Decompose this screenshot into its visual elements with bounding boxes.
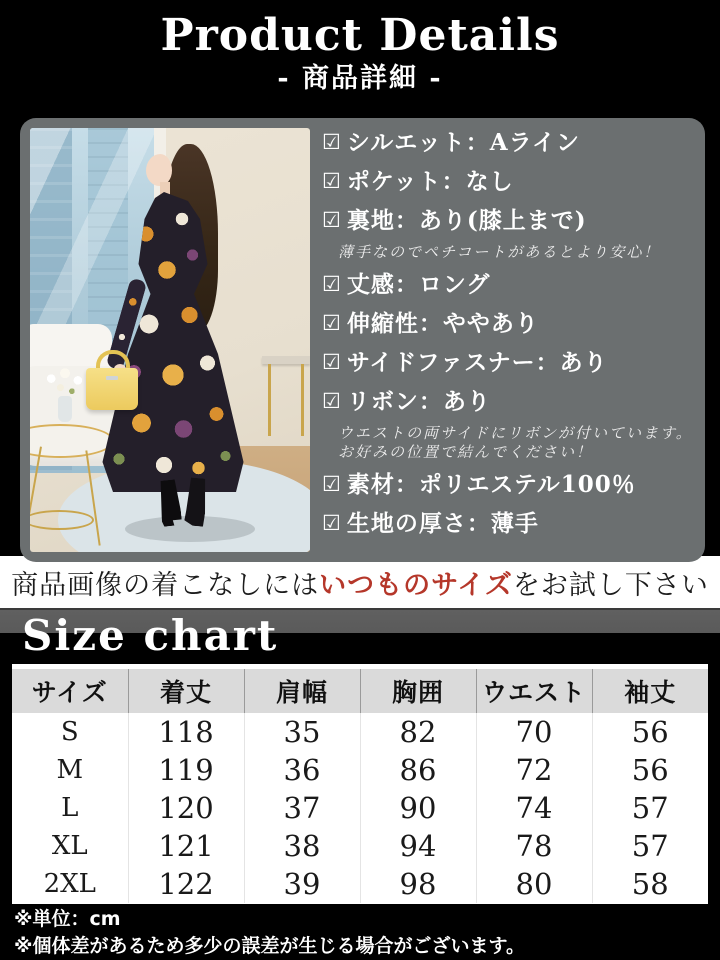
feature-note-ribbon-1: ウエストの両サイドにリボンが付いています。 [338, 424, 693, 442]
feature-ribbon [322, 387, 694, 417]
col-header-bust: 胸囲 [360, 669, 476, 713]
feature-label: シルエット：Aライン [346, 129, 580, 156]
yellow-handbag [86, 368, 138, 410]
feature-pocket [322, 167, 694, 197]
cell-value: 38 [244, 827, 360, 865]
table-row [12, 865, 708, 903]
feature-label: 素材：ポリエステル100％ [346, 471, 636, 498]
cell-value: 94 [360, 827, 476, 865]
feature-label: ポケット：なし [346, 168, 514, 195]
page-title: Product Details [160, 10, 560, 61]
feature-lining [322, 206, 694, 236]
cell-value: 121 [128, 827, 244, 865]
cell-size: S [60, 717, 79, 747]
feature-list [322, 128, 694, 548]
cell-value: 122 [128, 865, 244, 903]
feature-note-ribbon-2: お好みの位置で結んでください！ [338, 443, 594, 461]
col-header-size: サイズ [12, 669, 128, 713]
checkbox-checked-icon: ☑ [322, 389, 342, 413]
cell-value: 36 [244, 751, 360, 789]
feature-silhouette [322, 128, 694, 158]
size-advice-text [11, 563, 709, 602]
checkbox-checked-icon: ☑ [322, 311, 342, 335]
cell-size: M [56, 755, 84, 785]
product-photo [30, 128, 310, 552]
cell-value: 119 [128, 751, 244, 789]
cell-value: 78 [476, 827, 592, 865]
col-header-waist: ウエスト [476, 669, 592, 713]
table-row [12, 827, 708, 865]
col-header-sleeve: 袖丈 [592, 669, 708, 713]
size-chart-band [0, 608, 720, 662]
col-header-shoulder: 肩幅 [244, 669, 360, 713]
table-header-row [12, 669, 708, 713]
cell-value: 56 [592, 713, 708, 751]
cell-size: 2XL [43, 869, 96, 899]
cell-value: 58 [592, 865, 708, 903]
size-chart-table [12, 669, 708, 903]
cell-value: 57 [592, 789, 708, 827]
checkbox-checked-icon: ☑ [322, 208, 342, 232]
cell-size: L [61, 793, 79, 823]
feature-label: 丈感：ロング [346, 271, 491, 298]
feature-material [322, 470, 694, 500]
cell-value: 57 [592, 827, 708, 865]
cell-value: 98 [360, 865, 476, 903]
footer-notes [14, 906, 525, 960]
cell-value: 86 [360, 751, 476, 789]
handbag-clasp [106, 376, 118, 380]
cell-value: 37 [244, 789, 360, 827]
feature-note-lining: 薄手なのでペチコートがあるとより安心！ [338, 243, 661, 261]
cell-value: 82 [360, 713, 476, 751]
feature-label: 伸縮性：ややあり [346, 310, 539, 337]
size-advice-post: をお試し下さい [512, 569, 709, 601]
vase [58, 396, 72, 422]
checkbox-checked-icon: ☑ [322, 272, 342, 296]
table-row [12, 789, 708, 827]
size-advice-highlight: いつものサイズ [319, 569, 513, 601]
size-chart-table-panel [12, 664, 708, 904]
unit-note: ※単位：cm [14, 908, 121, 930]
cell-value: 39 [244, 865, 360, 903]
feature-zipper [322, 348, 694, 378]
feature-label: サイドファスナー：あり [346, 349, 608, 376]
cell-size: XL [51, 831, 88, 861]
console-table-leg [301, 364, 304, 436]
tolerance-note: ※個体差があるため多少の誤差が生じる場合がございます。 [14, 935, 525, 957]
feature-length [322, 270, 694, 300]
feature-label: リボン：あり [346, 388, 491, 415]
console-table [262, 356, 310, 364]
table-row [12, 713, 708, 751]
cell-value: 35 [244, 713, 360, 751]
feature-label: 生地の厚さ：薄手 [346, 510, 539, 537]
cell-value: 90 [360, 789, 476, 827]
cell-value: 118 [128, 713, 244, 751]
checkbox-checked-icon: ☑ [322, 511, 342, 535]
cell-value: 72 [476, 751, 592, 789]
console-table-leg [268, 364, 271, 436]
size-advice-pre: 商品画像の着こなしには [11, 569, 320, 601]
cell-value: 56 [592, 751, 708, 789]
table-row [12, 751, 708, 789]
checkbox-checked-icon: ☑ [322, 169, 342, 193]
cell-value: 120 [128, 789, 244, 827]
feature-label: 裏地：あり(膝上まで) [346, 207, 587, 234]
size-advice-strip [0, 556, 720, 608]
product-detail-panel [20, 118, 705, 562]
page-subtitle: - 商品詳細 - [277, 63, 443, 94]
checkbox-checked-icon: ☑ [322, 472, 342, 496]
size-chart-title: Size chart [22, 611, 279, 660]
checkbox-checked-icon: ☑ [322, 350, 342, 374]
checkbox-checked-icon: ☑ [322, 130, 342, 154]
col-header-length: 着丈 [128, 669, 244, 713]
cell-value: 80 [476, 865, 592, 903]
feature-thickness [322, 509, 694, 539]
cell-value: 74 [476, 789, 592, 827]
feature-stretch [322, 309, 694, 339]
cell-value: 70 [476, 713, 592, 751]
page-header [0, 0, 720, 112]
